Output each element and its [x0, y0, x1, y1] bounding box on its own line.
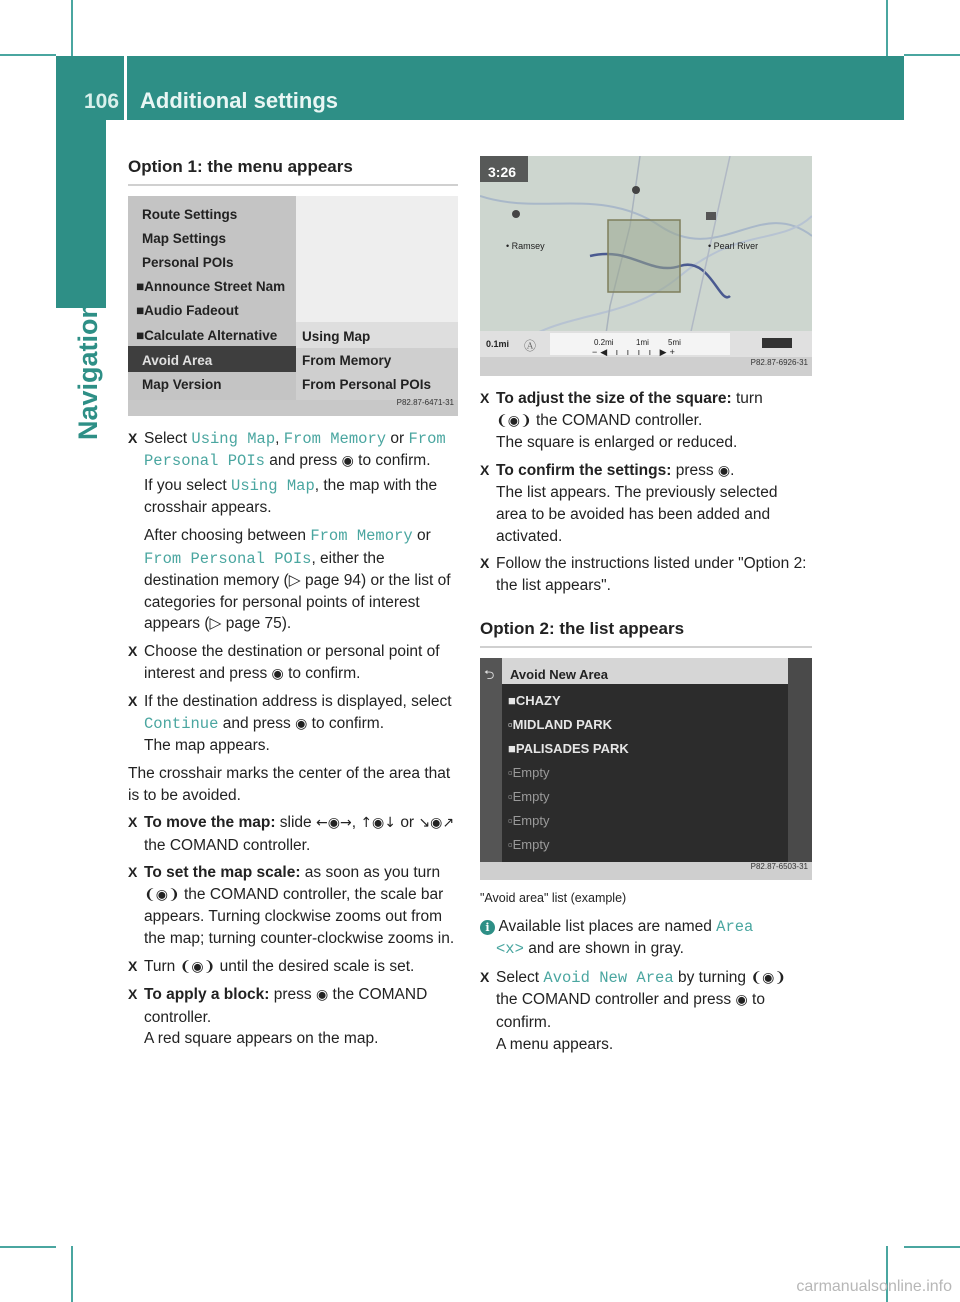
step: X To move the map: slide ←◉→, ↑◉↓ or ↘◉↗ the COMAND controller.	[128, 814, 455, 854]
crop-mark	[0, 54, 56, 56]
crop-mark	[904, 1246, 960, 1248]
step: X Select Using Map, From Memory or From Personal POIs and press ◉ to confirm. If you select Using Map, the map with the crosshair appears. After choosing between From Memory or From Personal POIs, either the destination memory (▷ page 94) or the list of categories for personal points of interest appears (▷ page 75).	[128, 429, 451, 633]
list-screenshot	[480, 658, 812, 880]
crop-mark	[904, 54, 960, 56]
slide-diagonal-icon: ↘◉↗	[418, 815, 455, 832]
slide-vertical-icon: ↑◉↓	[360, 815, 396, 832]
menu-item: ■Audio Fadeout	[136, 302, 239, 318]
place-label: • Pearl River	[708, 241, 759, 251]
list-item-empty: ▫Empty	[508, 764, 550, 780]
scale-bar: −◀ ı ı ı ı ▶+	[592, 347, 678, 357]
turn-icon: ❨◉❩	[179, 958, 216, 975]
list-item-empty: ▫Empty	[508, 812, 550, 828]
list-title: Avoid New Area	[510, 666, 609, 682]
list-item: ■CHAZY	[508, 692, 561, 708]
step: X To confirm the settings: press ◉. The list appears. The previously selected area to be avoided has been added and activated.	[480, 461, 778, 545]
list-item: ■PALISADES PARK	[508, 740, 629, 756]
section-tab	[56, 120, 106, 308]
scale-tick: 5mi	[668, 338, 681, 347]
submenu-item: From Personal POIs	[302, 376, 432, 392]
image-code: P82.87-6503-31	[750, 862, 808, 872]
step: X To adjust the size of the square: turn ❨◉❩ the COMAND controller. The square is enlarged or reduced.	[480, 390, 763, 452]
list-item-empty: ▫Empty	[508, 836, 550, 852]
press-icon: ◉	[735, 992, 748, 1009]
press-icon: ◉	[295, 715, 308, 732]
submenu-item: Using Map	[302, 328, 371, 344]
list-item-empty: ▫Empty	[508, 788, 550, 804]
image-code: P82.87-6471-31	[396, 398, 454, 407]
slide-horizontal-icon: ←◉→	[316, 815, 352, 832]
press-icon: ◉	[315, 987, 329, 1004]
crop-mark	[71, 0, 73, 56]
press-icon: ◉	[717, 462, 731, 479]
left-column	[128, 156, 458, 1050]
image-code: P82.87-6926-31	[750, 358, 808, 368]
back-icon: ⮌	[484, 666, 495, 682]
map-screenshot	[480, 156, 812, 376]
page-title: Additional settings	[140, 88, 338, 113]
menu-item: Personal POIs	[142, 254, 234, 270]
option2-heading: Option 2: the list appears	[480, 618, 812, 648]
press-icon: ◉	[271, 665, 284, 682]
step: X To apply a block: press ◉ the COMAND controller. A red square appears on the map.	[128, 986, 428, 1048]
compass-icon: Ⓐ	[524, 339, 537, 353]
list-item: ▫MIDLAND PARK	[508, 716, 613, 732]
clock: 3:26	[488, 164, 517, 180]
menu-item: Map Settings	[142, 230, 227, 246]
section-label: Navigation	[73, 301, 103, 440]
right-column	[480, 156, 812, 1055]
paragraph: The crosshair marks the center of the area that is to be avoided.	[128, 764, 451, 804]
step: X Follow the instructions listed under "Option 2: the list appears".	[480, 555, 807, 594]
step: X Turn ❨◉❩ until the desired scale is set.	[128, 957, 415, 975]
menu-item: ■Announce Street Nam	[136, 278, 286, 294]
menu-item-selected: Avoid Area	[142, 352, 213, 368]
crop-mark	[0, 1246, 56, 1248]
menu-item: ■Calculate Alternative	[136, 327, 278, 343]
turn-icon: ❨◉❩	[496, 412, 532, 429]
menu-item: Route Settings	[142, 206, 238, 222]
scale-value: 0.1mi	[486, 339, 510, 349]
crop-mark	[71, 1246, 73, 1302]
step: X If the destination address is displayed, select Continue and press ◉ to confirm. The map appears.	[128, 693, 452, 755]
info-note: i Available list places are named Area <x> and are shown in gray.	[480, 916, 812, 961]
header-divider	[124, 56, 127, 120]
menu-item: Map Version	[142, 376, 222, 392]
scale-tick: 0.2mi	[594, 338, 614, 347]
step: X Choose the destination or personal point of interest and press ◉ to confirm.	[128, 642, 440, 682]
menu-screenshot	[128, 196, 458, 416]
page-number: 106	[84, 90, 120, 113]
submenu-item: From Memory	[302, 352, 392, 368]
step: X Select Avoid New Area by turning ❨◉❩ the COMAND controller and press ◉ to confirm. A menu appears.	[480, 968, 787, 1053]
crop-mark	[886, 0, 888, 56]
turn-icon: ❨◉❩	[144, 886, 180, 903]
info-icon: i	[480, 920, 495, 935]
figure-caption: "Avoid area" list (example)	[480, 890, 627, 905]
turn-icon: ❨◉❩	[750, 969, 787, 986]
scale-tick: 1mi	[636, 338, 649, 347]
watermark: carmanualsonline.info	[796, 1278, 952, 1295]
step: X To set the map scale: as soon as you turn ❨◉❩ the COMAND controller, the scale bar appears. Turning clockwise zooms out from the map; turning counter-clockwise zooms in.	[128, 864, 455, 948]
press-icon: ◉	[341, 453, 354, 470]
place-label: • Ramsey	[506, 241, 545, 251]
option1-heading: Option 1: the menu appears	[128, 156, 458, 186]
